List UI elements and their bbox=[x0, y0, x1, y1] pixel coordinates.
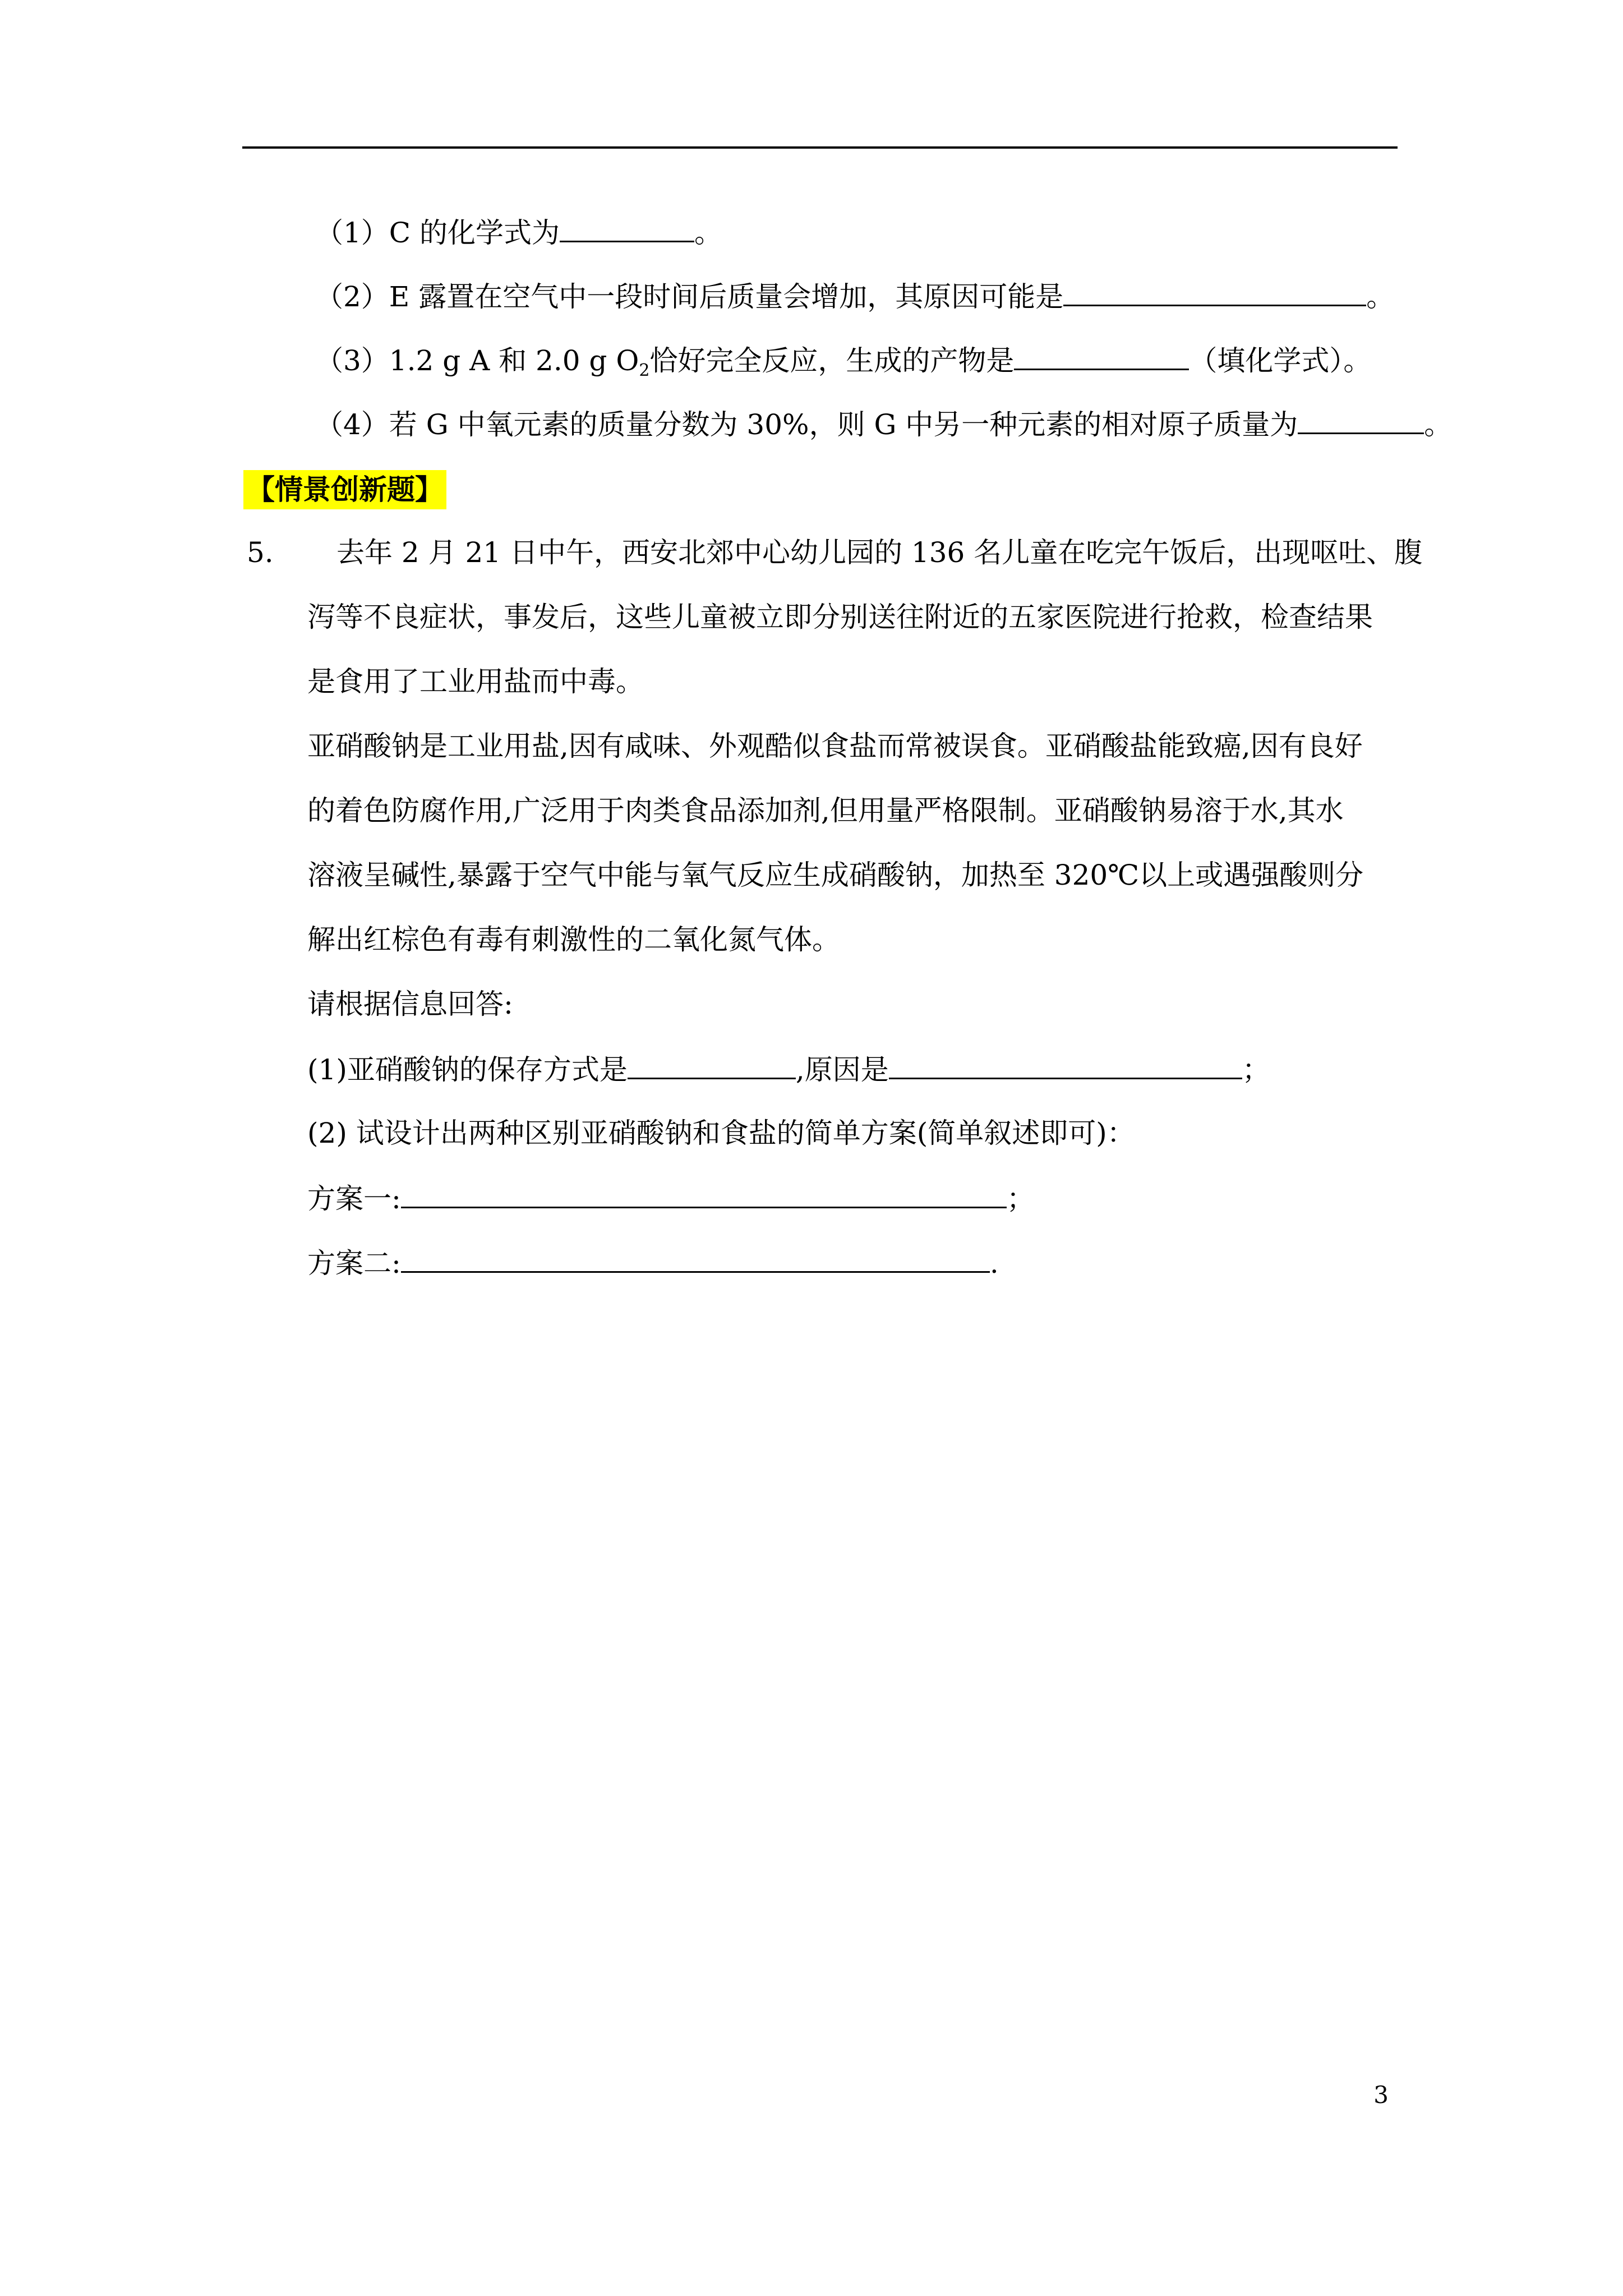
plan-1 bbox=[307, 1181, 1035, 1216]
question-text: （4）若 G 中氧元素的质量分数为 30%，则 G 中另一种元素的相对原子质量为 bbox=[315, 408, 1298, 441]
header-rule bbox=[242, 146, 1398, 149]
reason-blank[interactable] bbox=[889, 1052, 1242, 1079]
subscript: 2 bbox=[639, 361, 650, 380]
info-paragraph-line: 溶液呈碱性,暴露于空气中能与氧气反应生成硝酸钠，加热至 320℃以上或遇强酸则分 bbox=[307, 859, 1364, 891]
question-text: ,原因是 bbox=[795, 1053, 889, 1086]
plan-end: . bbox=[989, 1247, 999, 1280]
question-text: 恰好完全反应，生成的产物是 bbox=[649, 344, 1015, 377]
page-number: 3 bbox=[1373, 2081, 1389, 2109]
question-end: 。 bbox=[1366, 280, 1395, 313]
plan-2 bbox=[307, 1245, 999, 1280]
plan-label: 方案二: bbox=[307, 1247, 401, 1280]
question-4-part-4 bbox=[315, 407, 1452, 441]
plan-1-blank[interactable] bbox=[401, 1181, 1007, 1208]
question-end: 。 bbox=[694, 217, 722, 249]
question-end: ； bbox=[1242, 1053, 1270, 1086]
plan-2-blank[interactable] bbox=[401, 1245, 990, 1273]
plan-end: ； bbox=[1006, 1182, 1035, 1215]
info-paragraph-line: 的着色防腐作用,广泛用于肉类食品添加剂,但用量严格限制。亚硝酸钠易溶于水,其水 bbox=[307, 794, 1344, 827]
info-paragraph-line: 解出红棕色有毒有刺激性的二氧化氮气体。 bbox=[307, 923, 840, 956]
question-5-intro-line: 是食用了工业用盐而中毒。 bbox=[307, 665, 644, 698]
answer-blank[interactable] bbox=[1063, 279, 1366, 306]
question-text: （3）1.2 g A 和 2.0 g O bbox=[315, 344, 639, 377]
question-end: （填化学式）。 bbox=[1189, 344, 1372, 377]
answer-blank[interactable] bbox=[560, 215, 694, 242]
question-5-sub-2: (2) 试设计出两种区别亚硝酸钠和食盐的简单方案(简单叙述即可)： bbox=[307, 1117, 1135, 1149]
plan-label: 方案一: bbox=[307, 1182, 401, 1215]
storage-method-blank[interactable] bbox=[628, 1052, 796, 1079]
question-text: (1)亚硝酸钠的保存方式是 bbox=[307, 1053, 628, 1086]
info-paragraph-line: 亚硝酸钠是工业用盐,因有咸味、外观酷似食盐而常被误食。亚硝酸盐能致癌,因有良好 bbox=[307, 730, 1363, 762]
question-4-part-3 bbox=[315, 343, 1371, 388]
question-end: 。 bbox=[1424, 408, 1453, 441]
answer-prompt: 请根据信息回答: bbox=[307, 988, 513, 1020]
question-text: （1）C 的化学式为 bbox=[315, 217, 560, 249]
answer-blank[interactable] bbox=[1014, 343, 1189, 370]
question-4-part-1 bbox=[315, 215, 722, 250]
section-title: 【情景创新题】 bbox=[243, 470, 446, 509]
question-text: （2）E 露置在空气中一段时间后质量会增加，其原因可能是 bbox=[315, 280, 1064, 313]
question-5-intro-line: 泻等不良症状，事发后，这些儿童被立即分别送往附近的五家医院进行抢救，检查结果 bbox=[307, 601, 1373, 633]
question-4-part-2 bbox=[315, 279, 1394, 314]
question-5-sub-1 bbox=[307, 1052, 1270, 1087]
answer-blank[interactable] bbox=[1298, 407, 1424, 434]
question-5-intro-line: 去年 2 月 21 日中午，西安北郊中心幼儿园的 136 名儿童在吃完午饭后，出现呕吐、腹 bbox=[336, 536, 1423, 569]
question-5-number: 5. bbox=[247, 536, 274, 569]
